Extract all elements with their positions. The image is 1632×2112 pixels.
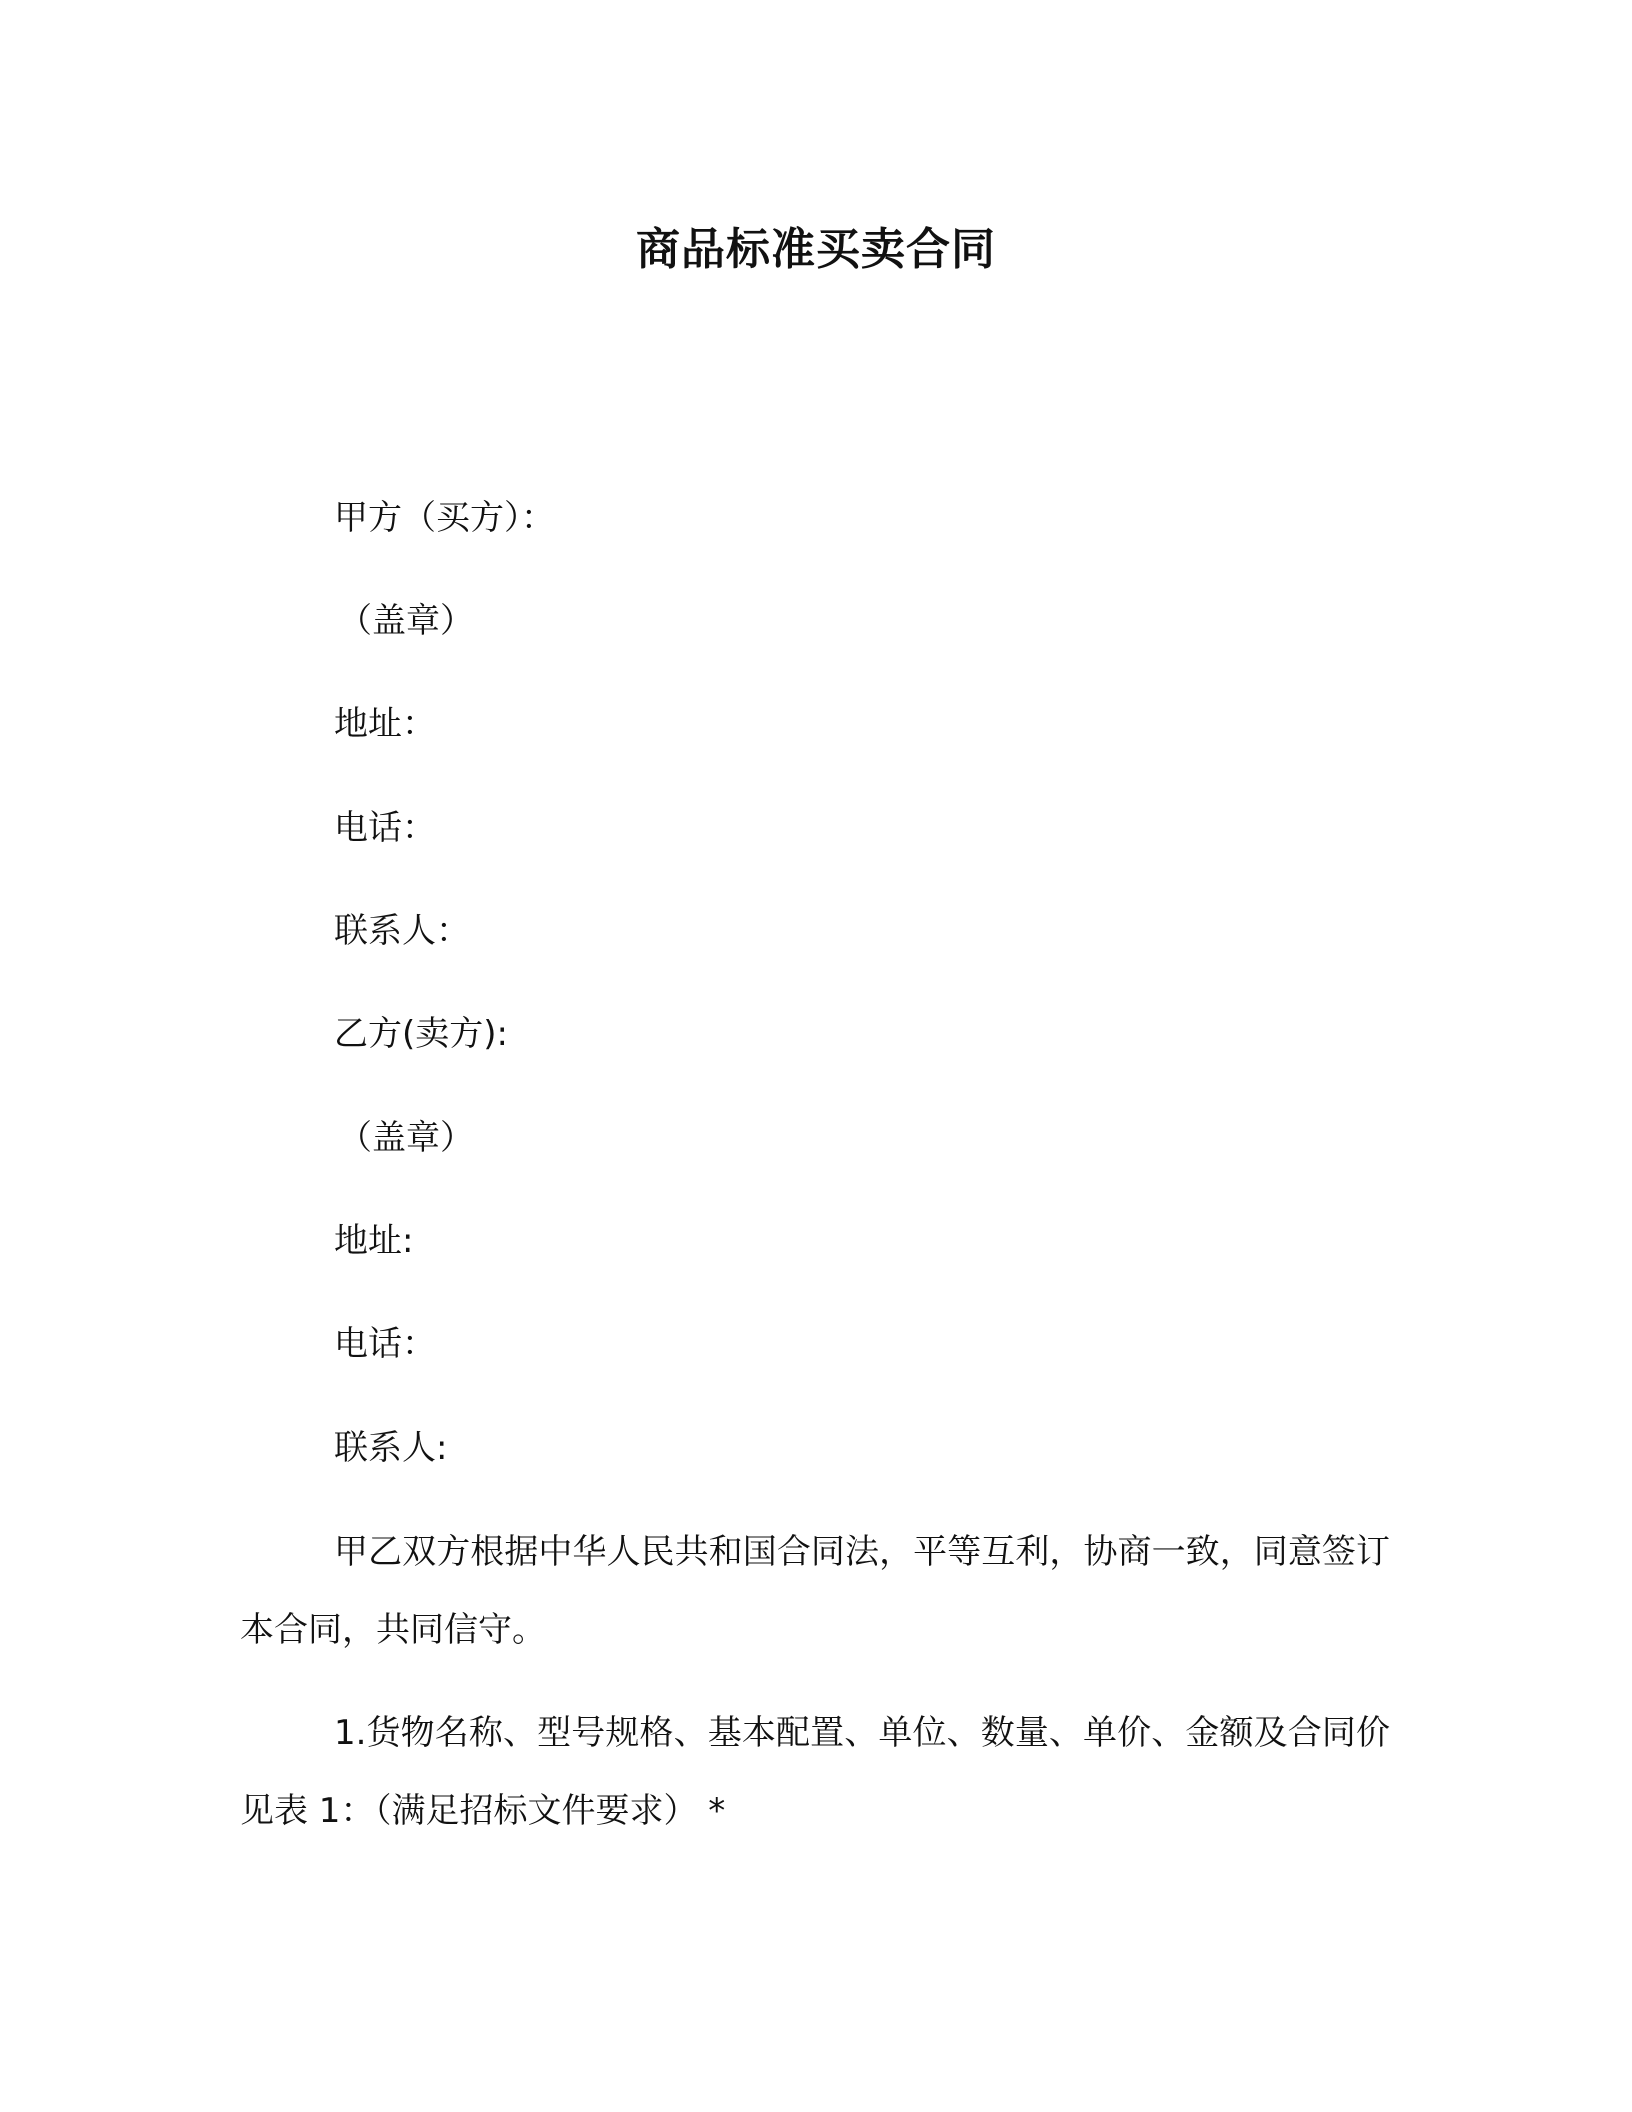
party-b-phone: 电话：	[334, 1324, 436, 1364]
party-b-contact: 联系人:	[334, 1428, 448, 1468]
goods-clause-paragraph: 1.货物名称、型号规格、基本配置、单位、数量、单价、金额及合同价见表 1：（满足招标文件要求） *	[240, 1713, 1390, 1831]
agreement-paragraph: 甲乙双方根据中华人民共和国合同法，平等互利，协商一致，同意签订本合同，共同信守。	[240, 1532, 1390, 1650]
party-a-contact: 联系人：	[334, 911, 470, 951]
party-a-address: 地址：	[334, 704, 436, 744]
party-a-label: 甲方（买方）：	[334, 498, 555, 538]
party-b-label: 乙方(卖方):	[334, 1014, 508, 1054]
party-b-address: 地址:	[334, 1221, 414, 1261]
party-a-phone: 电话：	[334, 808, 436, 848]
document-title: 商品标准买卖合同	[636, 224, 996, 275]
party-b-seal: （盖章）	[338, 1118, 474, 1158]
party-a-seal: （盖章）	[338, 601, 474, 641]
